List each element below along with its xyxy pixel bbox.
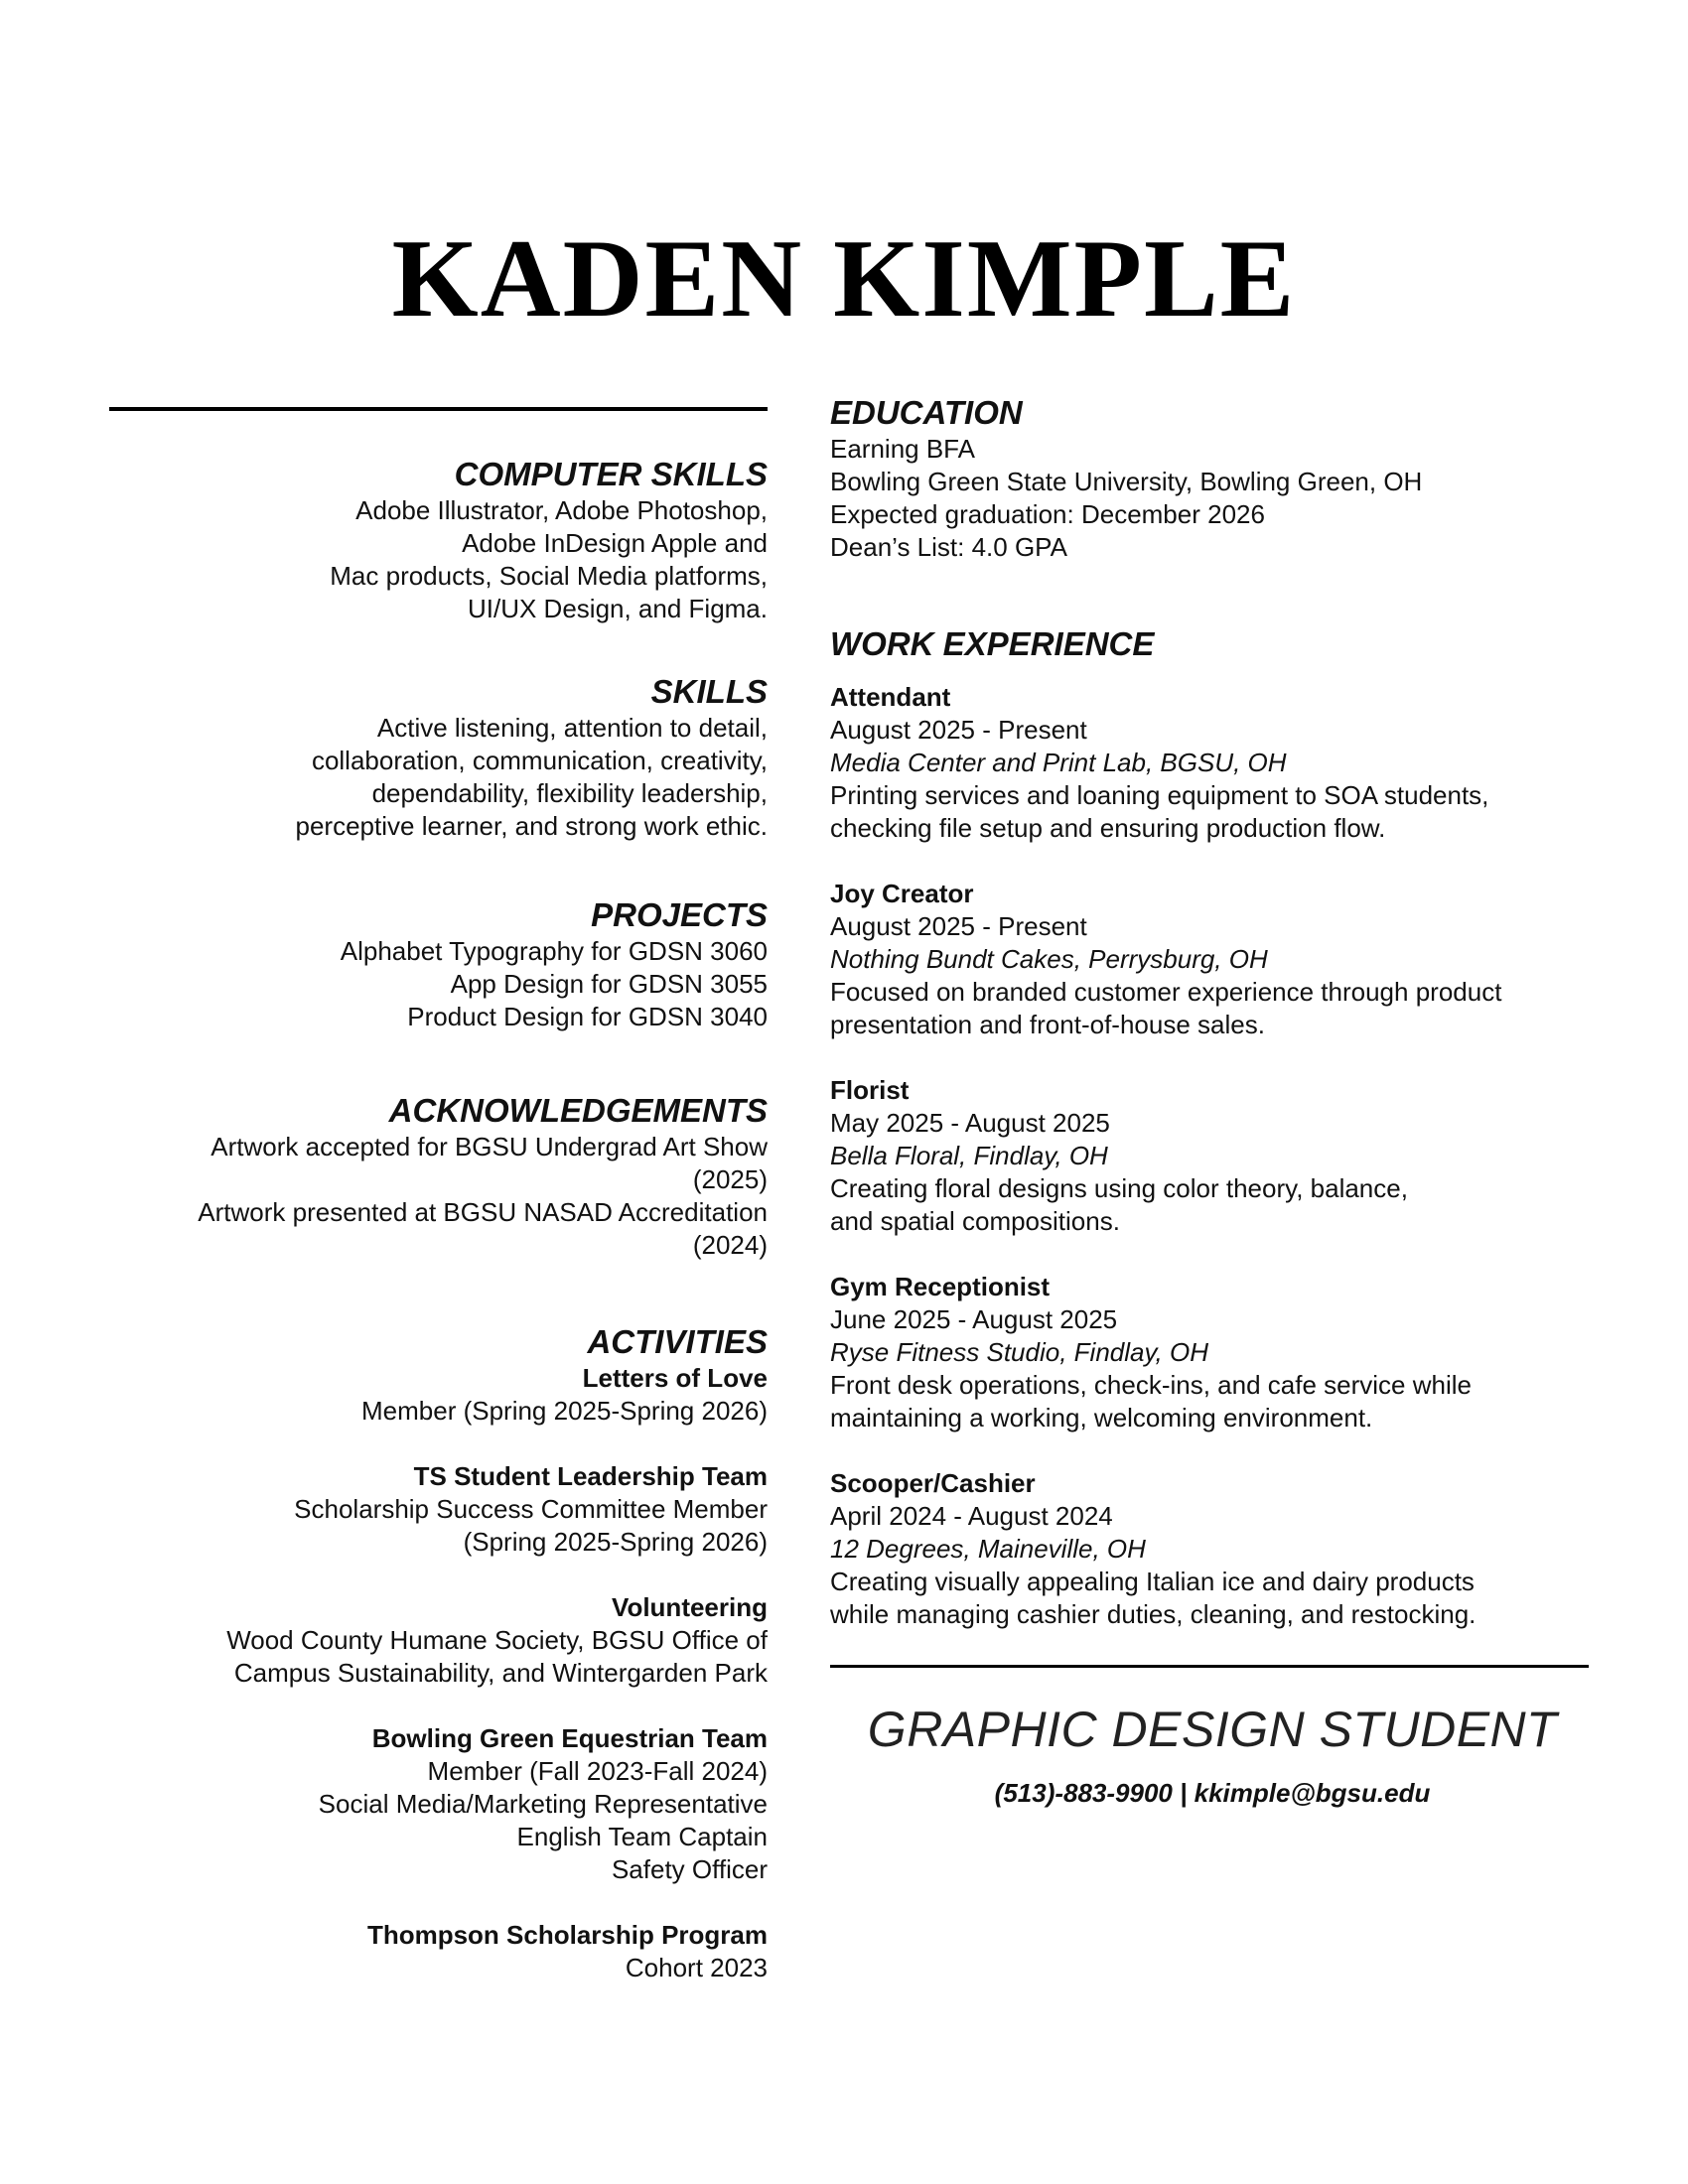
section-line: Mac products, Social Media platforms, — [330, 561, 768, 591]
section-line: Adobe Illustrator, Adobe Photoshop, — [355, 495, 768, 525]
activities-section — [99, 1322, 768, 1984]
job-title: Scooper/Cashier — [830, 1468, 1036, 1498]
section-line: Active listening, attention to detail, — [376, 713, 768, 743]
job-dates: May 2025 - August 2025 — [830, 1108, 1110, 1138]
job-title: Florist — [830, 1075, 910, 1105]
job-desc: Focused on branded customer experience through product — [830, 977, 1502, 1007]
job-desc: checking file setup and ensuring production flow. — [830, 813, 1386, 843]
left-divider — [109, 407, 768, 411]
job-desc: presentation and front-of-house sales. — [830, 1010, 1265, 1039]
section-heading: ACTIVITIES — [587, 1323, 768, 1360]
projects-section — [99, 895, 768, 1033]
activity-line: Cohort 2023 — [625, 1953, 768, 1982]
activity-line: (Spring 2025-Spring 2026) — [463, 1527, 768, 1557]
activity-line: Social Media/Marketing Representative — [318, 1789, 768, 1819]
activity-title: Bowling Green Equestrian Team — [371, 1723, 768, 1753]
job-place: Nothing Bundt Cakes, Perrysburg, OH — [830, 944, 1268, 974]
section-line: (2024) — [692, 1230, 768, 1260]
section-line: Alphabet Typography for GDSN 3060 — [340, 936, 768, 966]
job-dates: August 2025 - Present — [830, 911, 1087, 941]
activity-line: Member (Spring 2025-Spring 2026) — [361, 1396, 768, 1426]
activity-title: Volunteering — [612, 1592, 768, 1622]
acknowledgements-section — [99, 1091, 768, 1262]
section-line: Adobe InDesign Apple and — [462, 528, 768, 558]
section-heading: ACKNOWLEDGEMENTS — [388, 1092, 768, 1129]
job-place: Media Center and Print Lab, BGSU, OH — [830, 748, 1287, 777]
section-line: Artwork presented at BGSU NASAD Accreditation — [198, 1197, 768, 1227]
activity-title: Thompson Scholarship Program — [366, 1920, 768, 1950]
job-desc: maintaining a working, welcoming environment. — [830, 1403, 1373, 1433]
job-dates: April 2024 - August 2024 — [830, 1501, 1113, 1531]
section-line: App Design for GDSN 3055 — [450, 969, 768, 999]
activity-title: TS Student Leadership Team — [413, 1461, 768, 1491]
job-place: Ryse Fitness Studio, Findlay, OH — [830, 1337, 1208, 1367]
job-desc: Printing services and loaning equipment to SOA students, — [830, 780, 1489, 810]
job-desc: Front desk operations, check-ins, and cafe service while — [830, 1370, 1472, 1400]
activity-item — [99, 1591, 768, 1690]
activity-item — [99, 1362, 768, 1428]
section-line: Dean’s List: 4.0 GPA — [830, 532, 1067, 562]
computer-skills-section — [99, 455, 768, 625]
activity-line: Campus Sustainability, and Wintergarden Park — [233, 1658, 768, 1688]
section-heading: PROJECTS — [591, 896, 768, 933]
activity-line: English Team Captain — [516, 1822, 768, 1851]
activity-line: Wood County Humane Society, BGSU Office of — [226, 1625, 768, 1655]
work-experience-section — [830, 624, 1605, 1631]
section-line: perceptive learner, and strong work ethic. — [295, 811, 768, 841]
job-desc: and spatial compositions. — [830, 1206, 1120, 1236]
section-heading: EDUCATION — [830, 394, 1023, 431]
section-line: Artwork accepted for BGSU Undergrad Art Show — [211, 1132, 768, 1161]
activity-item — [99, 1722, 768, 1886]
job-entry — [830, 878, 1605, 1041]
job-entry — [830, 1074, 1605, 1238]
section-heading: WORK EXPERIENCE — [830, 625, 1155, 662]
skills-section — [99, 672, 768, 843]
activity-line: Scholarship Success Committee Member — [294, 1494, 768, 1524]
section-heading: SKILLS — [650, 673, 768, 710]
section-line: dependability, flexibility leadership, — [371, 778, 768, 808]
contact-info: (513)-883-9900 | kkimple@bgsu.edu — [994, 1778, 1431, 1808]
section-line: Product Design for GDSN 3040 — [407, 1002, 768, 1031]
tagline: GRAPHIC DESIGN STUDENT — [867, 1702, 1558, 1757]
section-line: (2025) — [692, 1164, 768, 1194]
job-entry — [830, 1467, 1605, 1631]
job-title: Gym Receptionist — [830, 1272, 1051, 1301]
activity-item — [99, 1919, 768, 1984]
job-place: Bella Floral, Findlay, OH — [830, 1141, 1108, 1170]
activity-line: Member (Fall 2023-Fall 2024) — [427, 1756, 768, 1786]
job-desc: Creating floral designs using color theory, balance, — [830, 1173, 1408, 1203]
section-line: Bowling Green State University, Bowling Green, OH — [830, 467, 1423, 496]
education-section — [830, 393, 1605, 564]
job-dates: August 2025 - Present — [830, 715, 1087, 745]
job-entry — [830, 1271, 1605, 1434]
job-title: Attendant — [830, 682, 951, 712]
activity-item — [99, 1460, 768, 1559]
right-divider — [830, 1665, 1589, 1668]
section-heading: COMPUTER SKILLS — [454, 456, 768, 492]
job-dates: June 2025 - August 2025 — [830, 1304, 1118, 1334]
section-line: Expected graduation: December 2026 — [830, 499, 1265, 529]
activity-line: Safety Officer — [611, 1854, 768, 1884]
activity-title: Letters of Love — [582, 1363, 768, 1393]
job-title: Joy Creator — [830, 879, 974, 908]
job-place: 12 Degrees, Maineville, OH — [830, 1534, 1146, 1564]
job-entry — [830, 681, 1605, 845]
job-desc: while managing cashier duties, cleaning, and restocking. — [830, 1599, 1477, 1629]
section-line: UI/UX Design, and Figma. — [467, 594, 768, 623]
section-line: collaboration, communication, creativity, — [311, 746, 768, 775]
job-desc: Creating visually appealing Italian ice and dairy products — [830, 1567, 1475, 1596]
resume-name: KADEN KIMPLE — [391, 217, 1297, 341]
section-line: Earning BFA — [830, 434, 975, 464]
